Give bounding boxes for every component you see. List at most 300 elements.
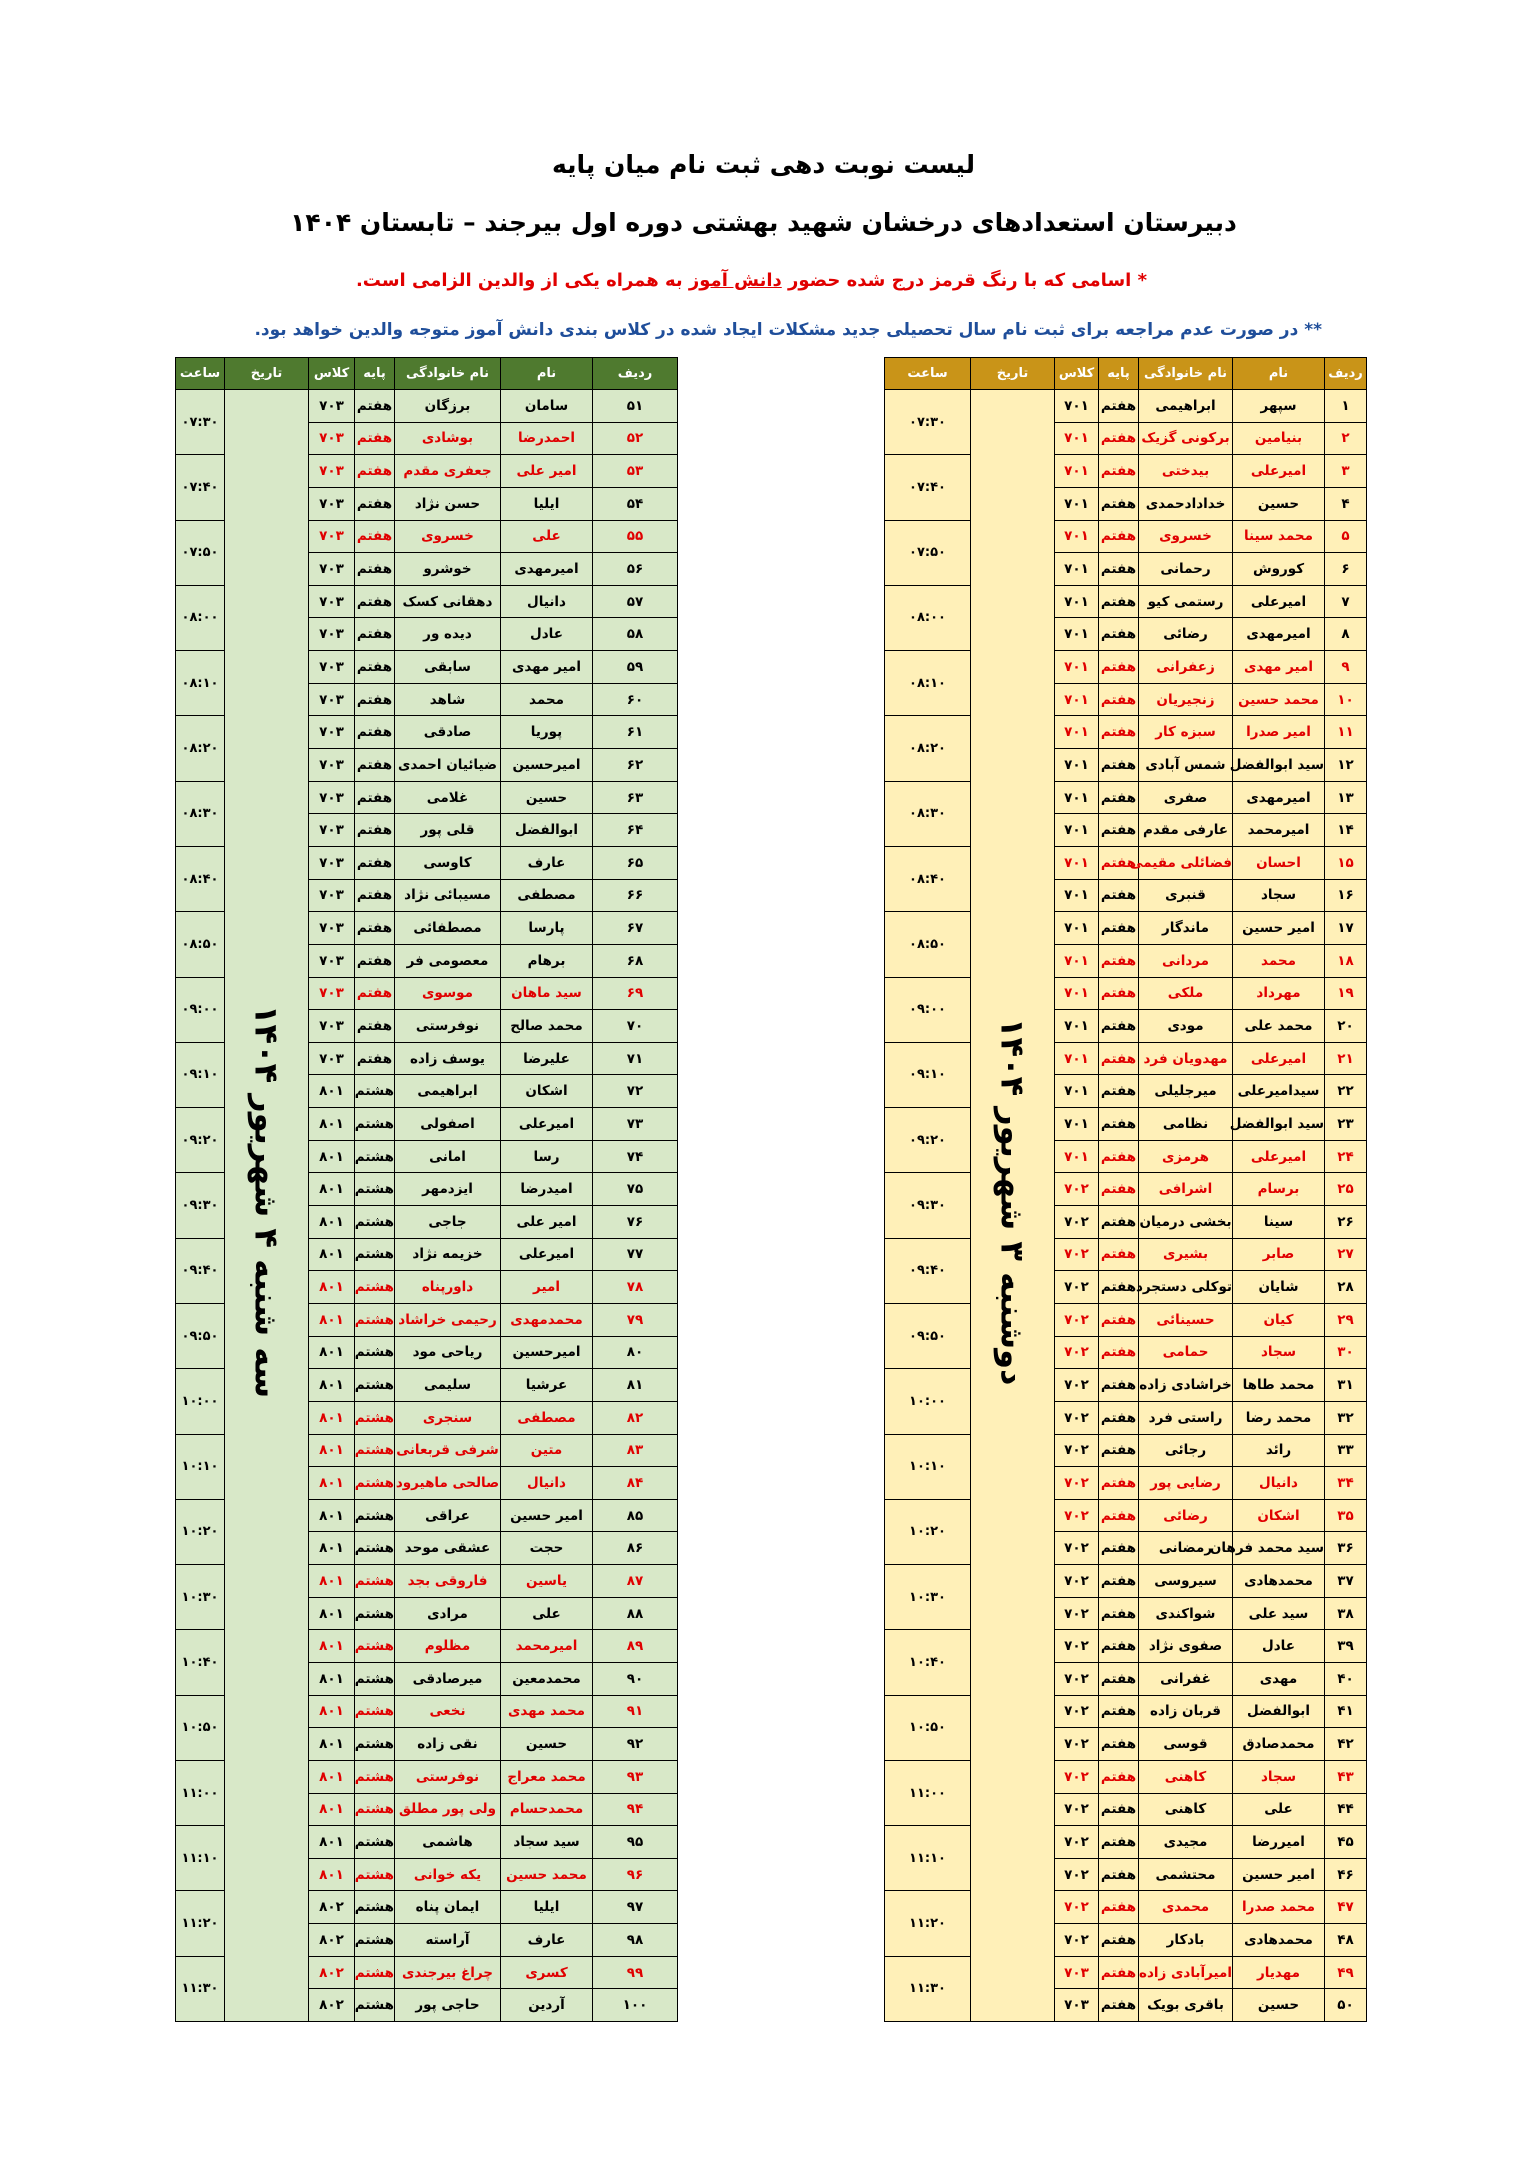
time-cell: ۰۸:۰۰: [176, 585, 225, 650]
class-cell: ۷۰۳: [309, 781, 355, 814]
row-number-cell: ۵: [1325, 520, 1367, 553]
first-name-cell: سیدامیرعلی: [1233, 1075, 1325, 1108]
class-cell: ۷۰۲: [1055, 1695, 1099, 1728]
time-cell: ۰۸:۵۰: [885, 912, 971, 977]
class-cell: ۷۰۱: [1055, 585, 1099, 618]
row-number-cell: ۹۱: [593, 1695, 678, 1728]
last-name-cell: قوسی: [1139, 1728, 1233, 1761]
class-cell: ۷۰۳: [309, 422, 355, 455]
first-name-cell: سید ابوالفضل: [1233, 1108, 1325, 1141]
grade-cell: هفتم: [1099, 944, 1139, 977]
class-cell: ۸۰۱: [309, 1108, 355, 1141]
time-cell: ۰۷:۵۰: [176, 520, 225, 585]
last-name-cell: ایمان پناه: [395, 1891, 501, 1924]
last-name-cell: رستمی کیو: [1139, 585, 1233, 618]
row-number-cell: ۵۵: [593, 520, 678, 553]
first-name-cell: اشکان: [1233, 1499, 1325, 1532]
row-number-cell: ۷: [1325, 585, 1367, 618]
last-name-cell: دیده ور: [395, 618, 501, 651]
last-name-cell: رحیمی خراشاد: [395, 1303, 501, 1336]
first-name-cell: امیر صدرا: [1233, 716, 1325, 749]
class-cell: ۷۰۲: [1055, 1565, 1099, 1598]
last-name-cell: صادقی: [395, 716, 501, 749]
grade-cell: هشتم: [355, 1826, 395, 1859]
last-name-cell: مجیدی: [1139, 1826, 1233, 1859]
row-number-cell: ۵۴: [593, 487, 678, 520]
first-name-cell: سید ماهان: [501, 977, 593, 1010]
time-cell: ۰۹:۴۰: [885, 1238, 971, 1303]
first-name-cell: مصطفی: [501, 879, 593, 912]
grade-cell: هفتم: [1099, 1042, 1139, 1075]
first-name-cell: سجاد: [1233, 1760, 1325, 1793]
class-cell: ۸۰۱: [309, 1597, 355, 1630]
grade-cell: هفتم: [1099, 1793, 1139, 1826]
time-cell: ۰۸:۴۰: [885, 846, 971, 911]
last-name-cell: رضائی: [1139, 618, 1233, 651]
last-name-cell: نوفرستی: [395, 1760, 501, 1793]
table-header-row: [176, 358, 678, 390]
time-cell: ۱۱:۱۰: [885, 1826, 971, 1891]
first-name-cell: امیر علی: [501, 1206, 593, 1239]
grade-cell: هشتم: [355, 1108, 395, 1141]
row-number-cell: ۵۲: [593, 422, 678, 455]
first-name-cell: صابر: [1233, 1238, 1325, 1271]
row-number-cell: ۸۴: [593, 1467, 678, 1500]
first-name-cell: کیان: [1233, 1303, 1325, 1336]
last-name-cell: فضائلی مقیمی: [1139, 846, 1233, 879]
first-name-cell: حسین: [501, 1728, 593, 1761]
row-number-cell: ۷۵: [593, 1173, 678, 1206]
first-name-cell: امیرعلی: [1233, 1140, 1325, 1173]
row-number-cell: ۱۸: [1325, 944, 1367, 977]
row-number-cell: ۴۵: [1325, 1826, 1367, 1859]
grade-cell: هشتم: [355, 1206, 395, 1239]
first-name-cell: عادل: [501, 618, 593, 651]
first-name-cell: سینا: [1233, 1206, 1325, 1239]
last-name-cell: ملکی: [1139, 977, 1233, 1010]
last-name-cell: ایزدمهر: [395, 1173, 501, 1206]
class-cell: ۸۰۱: [309, 1434, 355, 1467]
column-header: نام: [1233, 358, 1325, 390]
last-name-cell: کاهنی: [1139, 1760, 1233, 1793]
first-name-cell: محمد صدرا: [1233, 1891, 1325, 1924]
class-cell: ۸۰۲: [309, 1956, 355, 1989]
time-cell: ۱۰:۲۰: [885, 1499, 971, 1564]
table-row: [885, 651, 1367, 684]
class-cell: ۷۰۲: [1055, 1499, 1099, 1532]
grade-cell: هفتم: [355, 1010, 395, 1043]
time-cell: ۰۷:۳۰: [885, 390, 971, 455]
last-name-cell: خزیمه نژاد: [395, 1238, 501, 1271]
first-name-cell: امیرحسین: [501, 749, 593, 782]
grade-cell: هفتم: [355, 781, 395, 814]
first-name-cell: امیر حسین: [1233, 912, 1325, 945]
row-number-cell: ۳۷: [1325, 1565, 1367, 1598]
last-name-cell: بشیری: [1139, 1238, 1233, 1271]
table-row: [885, 1042, 1367, 1075]
row-number-cell: ۹۹: [593, 1956, 678, 1989]
row-number-cell: ۸۰: [593, 1336, 678, 1369]
first-name-cell: برهام: [501, 944, 593, 977]
class-cell: ۷۰۲: [1055, 1238, 1099, 1271]
first-name-cell: علی: [1233, 1793, 1325, 1826]
time-cell: ۱۰:۳۰: [885, 1565, 971, 1630]
last-name-cell: باقری بویک: [1139, 1989, 1233, 2022]
row-number-cell: ۵۳: [593, 455, 678, 488]
class-cell: ۷۰۱: [1055, 781, 1099, 814]
grade-cell: هفتم: [1099, 651, 1139, 684]
class-cell: ۷۰۱: [1055, 944, 1099, 977]
class-cell: ۷۰۳: [309, 716, 355, 749]
row-number-cell: ۴۸: [1325, 1924, 1367, 1957]
class-cell: ۷۰۱: [1055, 1108, 1099, 1141]
last-name-cell: هرمزی: [1139, 1140, 1233, 1173]
first-name-cell: شایان: [1233, 1271, 1325, 1304]
row-number-cell: ۴۶: [1325, 1858, 1367, 1891]
first-name-cell: امیرعلی: [1233, 1042, 1325, 1075]
class-cell: ۷۰۳: [309, 1010, 355, 1043]
first-name-cell: مهدی: [1233, 1662, 1325, 1695]
first-name-cell: عارف: [501, 1924, 593, 1957]
time-cell: ۰۸:۳۰: [885, 781, 971, 846]
last-name-cell: بوشادی: [395, 422, 501, 455]
table-row: [885, 977, 1367, 1010]
class-cell: ۷۰۲: [1055, 1891, 1099, 1924]
row-number-cell: ۵۷: [593, 585, 678, 618]
table-row: [885, 390, 1367, 423]
row-number-cell: ۳۶: [1325, 1532, 1367, 1565]
row-number-cell: ۴۷: [1325, 1891, 1367, 1924]
row-number-cell: ۸۹: [593, 1630, 678, 1663]
first-name-cell: کسری: [501, 1956, 593, 1989]
grade-cell: هفتم: [1099, 455, 1139, 488]
class-cell: ۷۰۱: [1055, 1042, 1099, 1075]
grade-cell: هشتم: [355, 1434, 395, 1467]
note-red-underlined: دانش آموز: [688, 270, 782, 291]
last-name-cell: مردانی: [1139, 944, 1233, 977]
last-name-cell: سابقی: [395, 651, 501, 684]
last-name-cell: نقی زاده: [395, 1728, 501, 1761]
grade-cell: هشتم: [355, 1760, 395, 1793]
grade-cell: هفتم: [1099, 781, 1139, 814]
first-name-cell: محمد علی: [1233, 1010, 1325, 1043]
last-name-cell: یکه خوانی: [395, 1858, 501, 1891]
grade-cell: هفتم: [1099, 1499, 1139, 1532]
first-name-cell: امیرمحمد: [501, 1630, 593, 1663]
class-cell: ۷۰۱: [1055, 618, 1099, 651]
first-name-cell: امیر حسین: [1233, 1858, 1325, 1891]
column-header: تاریخ: [225, 358, 309, 390]
time-cell: ۰۹:۳۰: [176, 1173, 225, 1238]
grade-cell: هفتم: [1099, 1630, 1139, 1663]
first-name-cell: عرشیا: [501, 1369, 593, 1402]
row-number-cell: ۶۹: [593, 977, 678, 1010]
column-header: کلاس: [309, 358, 355, 390]
grade-cell: هفتم: [1099, 1467, 1139, 1500]
grade-cell: هفتم: [1099, 1108, 1139, 1141]
last-name-cell: حمامی: [1139, 1336, 1233, 1369]
first-name-cell: دانیال: [1233, 1467, 1325, 1500]
class-cell: ۷۰۲: [1055, 1597, 1099, 1630]
row-number-cell: ۳: [1325, 455, 1367, 488]
class-cell: ۷۰۳: [309, 390, 355, 423]
last-name-cell: قلی پور: [395, 814, 501, 847]
time-cell: ۰۹:۰۰: [885, 977, 971, 1042]
first-name-cell: امیرعلی: [501, 1238, 593, 1271]
first-name-cell: متین: [501, 1434, 593, 1467]
last-name-cell: بخشی درمیان: [1139, 1206, 1233, 1239]
class-cell: ۸۰۱: [309, 1238, 355, 1271]
row-number-cell: ۶۶: [593, 879, 678, 912]
first-name-cell: احسان: [1233, 846, 1325, 879]
table-row: [885, 1695, 1367, 1728]
grade-cell: هفتم: [1099, 1695, 1139, 1728]
class-cell: ۸۰۱: [309, 1662, 355, 1695]
time-cell: ۰۷:۴۰: [176, 455, 225, 520]
last-name-cell: اصفولی: [395, 1108, 501, 1141]
first-name-cell: محمدحسام: [501, 1793, 593, 1826]
last-name-cell: برزگان: [395, 390, 501, 423]
row-number-cell: ۲۶: [1325, 1206, 1367, 1239]
first-name-cell: امیرعلی: [1233, 585, 1325, 618]
row-number-cell: ۷۱: [593, 1042, 678, 1075]
grade-cell: هفتم: [355, 749, 395, 782]
row-number-cell: ۴۳: [1325, 1760, 1367, 1793]
class-cell: ۸۰۱: [309, 1369, 355, 1402]
last-name-cell: هاشمی: [395, 1826, 501, 1859]
last-name-cell: شرفی قربعانی: [395, 1434, 501, 1467]
first-name-cell: محمد رضا: [1233, 1401, 1325, 1434]
grade-cell: هفتم: [355, 977, 395, 1010]
table-row: [885, 912, 1367, 945]
grade-cell: هفتم: [1099, 912, 1139, 945]
grade-cell: هفتم: [1099, 1271, 1139, 1304]
first-name-cell: امیرمحمد: [1233, 814, 1325, 847]
first-name-cell: عارف: [501, 846, 593, 879]
row-number-cell: ۷۰: [593, 1010, 678, 1043]
class-cell: ۷۰۳: [309, 944, 355, 977]
class-cell: ۷۰۳: [309, 455, 355, 488]
table-row: [885, 1173, 1367, 1206]
last-name-cell: امانی: [395, 1140, 501, 1173]
last-name-cell: سیروسی: [1139, 1565, 1233, 1598]
grade-cell: هفتم: [355, 944, 395, 977]
grade-cell: هفتم: [355, 683, 395, 716]
class-cell: ۷۰۲: [1055, 1173, 1099, 1206]
time-cell: ۰۸:۳۰: [176, 781, 225, 846]
row-number-cell: ۱۴: [1325, 814, 1367, 847]
grade-cell: هفتم: [355, 814, 395, 847]
page-title: لیست نوبت دهی ثبت نام میان پایه: [552, 150, 975, 179]
date-cell: [971, 390, 1055, 2022]
class-cell: ۸۰۲: [309, 1924, 355, 1957]
row-number-cell: ۸۶: [593, 1532, 678, 1565]
grade-cell: هشتم: [355, 1303, 395, 1336]
last-name-cell: خوشرو: [395, 553, 501, 586]
row-number-cell: ۵۶: [593, 553, 678, 586]
class-cell: ۸۰۱: [309, 1499, 355, 1532]
class-cell: ۷۰۲: [1055, 1662, 1099, 1695]
last-name-cell: رحمانی: [1139, 553, 1233, 586]
time-cell: ۱۰:۰۰: [176, 1369, 225, 1434]
first-name-cell: محمدمهدی: [501, 1303, 593, 1336]
grade-cell: هفتم: [1099, 1173, 1139, 1206]
table-row: [885, 520, 1367, 553]
last-name-cell: صفری: [1139, 781, 1233, 814]
class-cell: ۷۰۱: [1055, 553, 1099, 586]
last-name-cell: سلیمی: [395, 1369, 501, 1402]
grade-cell: هفتم: [1099, 1858, 1139, 1891]
class-cell: ۷۰۱: [1055, 683, 1099, 716]
first-name-cell: یاسین: [501, 1565, 593, 1598]
first-name-cell: امیر مهدی: [501, 651, 593, 684]
table-row: [885, 1760, 1367, 1793]
class-cell: ۸۰۱: [309, 1760, 355, 1793]
row-number-cell: ۳۰: [1325, 1336, 1367, 1369]
time-cell: ۰۹:۲۰: [176, 1108, 225, 1173]
class-cell: ۷۰۲: [1055, 1434, 1099, 1467]
time-cell: ۱۱:۰۰: [885, 1760, 971, 1825]
note-red: [356, 270, 1147, 291]
class-cell: ۷۰۳: [309, 553, 355, 586]
last-name-cell: آراسته: [395, 1924, 501, 1957]
column-header: نام خانوادگی: [1139, 358, 1233, 390]
grade-cell: هشتم: [355, 1369, 395, 1402]
first-name-cell: امیرمهدی: [1233, 781, 1325, 814]
row-number-cell: ۹۰: [593, 1662, 678, 1695]
schedule-table-tuesday: [175, 357, 678, 2022]
grade-cell: هفتم: [1099, 977, 1139, 1010]
row-number-cell: ۷۴: [593, 1140, 678, 1173]
grade-cell: هفتم: [1099, 1336, 1139, 1369]
class-cell: ۷۰۲: [1055, 1924, 1099, 1957]
last-name-cell: ولی پور مطلق: [395, 1793, 501, 1826]
grade-cell: هشتم: [355, 1336, 395, 1369]
time-cell: ۱۱:۲۰: [176, 1891, 225, 1956]
last-name-cell: یوسف زاده: [395, 1042, 501, 1075]
row-number-cell: ۲۱: [1325, 1042, 1367, 1075]
grade-cell: هفتم: [355, 553, 395, 586]
table-row: [885, 455, 1367, 488]
row-number-cell: ۷۸: [593, 1271, 678, 1304]
row-number-cell: ۹۶: [593, 1858, 678, 1891]
class-cell: ۷۰۳: [1055, 1989, 1099, 2022]
last-name-cell: برکونی گزیک: [1139, 422, 1233, 455]
last-name-cell: ضیائیان احمدی: [395, 749, 501, 782]
class-cell: ۷۰۲: [1055, 1793, 1099, 1826]
class-cell: ۷۰۱: [1055, 814, 1099, 847]
last-name-cell: مودی: [1139, 1010, 1233, 1043]
row-number-cell: ۶۱: [593, 716, 678, 749]
first-name-cell: امیر حسین: [501, 1499, 593, 1532]
grade-cell: هفتم: [1099, 1369, 1139, 1402]
row-number-cell: ۷۳: [593, 1108, 678, 1141]
class-cell: ۷۰۲: [1055, 1206, 1099, 1239]
class-cell: ۷۰۲: [1055, 1858, 1099, 1891]
time-cell: ۱۰:۱۰: [885, 1434, 971, 1499]
last-name-cell: جاجی: [395, 1206, 501, 1239]
first-name-cell: سید سجاد: [501, 1826, 593, 1859]
first-name-cell: سجاد: [1233, 1336, 1325, 1369]
grade-cell: هشتم: [355, 1891, 395, 1924]
grade-cell: هشتم: [355, 1238, 395, 1271]
grade-cell: هفتم: [1099, 1597, 1139, 1630]
grade-cell: هفتم: [1099, 1989, 1139, 2022]
class-cell: ۷۰۱: [1055, 977, 1099, 1010]
row-number-cell: ۸۳: [593, 1434, 678, 1467]
class-cell: ۷۰۳: [309, 749, 355, 782]
table-row: [885, 1891, 1367, 1924]
class-cell: ۸۰۱: [309, 1075, 355, 1108]
first-name-cell: عادل: [1233, 1630, 1325, 1663]
row-number-cell: ۲۲: [1325, 1075, 1367, 1108]
time-cell: ۱۱:۰۰: [176, 1760, 225, 1825]
last-name-cell: محمدی: [1139, 1891, 1233, 1924]
row-number-cell: ۲۵: [1325, 1173, 1367, 1206]
first-name-cell: محمد حسین: [1233, 683, 1325, 716]
class-cell: ۸۰۱: [309, 1303, 355, 1336]
time-cell: ۰۷:۴۰: [885, 455, 971, 520]
class-cell: ۸۰۱: [309, 1140, 355, 1173]
class-cell: ۸۰۱: [309, 1206, 355, 1239]
first-name-cell: سجاد: [1233, 879, 1325, 912]
grade-cell: هفتم: [1099, 1956, 1139, 1989]
time-cell: ۰۹:۱۰: [885, 1042, 971, 1107]
first-name-cell: کوروش: [1233, 553, 1325, 586]
row-number-cell: ۵۰: [1325, 1989, 1367, 2022]
first-name-cell: امیرمهدی: [501, 553, 593, 586]
last-name-cell: معصومی فر: [395, 944, 501, 977]
table-row: [176, 390, 678, 423]
class-cell: ۷۰۱: [1055, 846, 1099, 879]
first-name-cell: امیدرضا: [501, 1173, 593, 1206]
last-name-cell: چراغ بیرجندی: [395, 1956, 501, 1989]
column-header: نام خانوادگی: [395, 358, 501, 390]
class-cell: ۸۰۱: [309, 1630, 355, 1663]
class-cell: ۷۰۲: [1055, 1728, 1099, 1761]
grade-cell: هفتم: [1099, 618, 1139, 651]
row-number-cell: ۴۴: [1325, 1793, 1367, 1826]
class-cell: ۸۰۱: [309, 1858, 355, 1891]
class-cell: ۷۰۲: [1055, 1467, 1099, 1500]
row-number-cell: ۹۴: [593, 1793, 678, 1826]
note-red-part-b: به همراه یکی از والدین الزامی است.: [355, 270, 683, 291]
time-cell: ۰۸:۱۰: [176, 651, 225, 716]
class-cell: ۷۰۳: [309, 651, 355, 684]
row-number-cell: ۴۱: [1325, 1695, 1367, 1728]
grade-cell: هفتم: [1099, 846, 1139, 879]
row-number-cell: ۸۱: [593, 1369, 678, 1402]
row-number-cell: ۷۶: [593, 1206, 678, 1239]
first-name-cell: حجت: [501, 1532, 593, 1565]
time-cell: ۰۹:۴۰: [176, 1238, 225, 1303]
grade-cell: هفتم: [1099, 1434, 1139, 1467]
first-name-cell: محمد حسین: [501, 1858, 593, 1891]
note-red-part-a: * اسامی که با رنگ قرمز درج شده حضور: [788, 270, 1147, 291]
first-name-cell: دانیال: [501, 1467, 593, 1500]
row-number-cell: ۳۹: [1325, 1630, 1367, 1663]
first-name-cell: امیرمهدی: [1233, 618, 1325, 651]
class-cell: ۷۰۳: [309, 1042, 355, 1075]
first-name-cell: محمد: [1233, 944, 1325, 977]
first-name-cell: سپهر: [1233, 390, 1325, 423]
first-name-cell: محمد صالح: [501, 1010, 593, 1043]
table-row: [885, 846, 1367, 879]
grade-cell: هفتم: [1099, 1238, 1139, 1271]
row-number-cell: ۲۴: [1325, 1140, 1367, 1173]
first-name-cell: رسا: [501, 1140, 593, 1173]
class-cell: ۷۰۱: [1055, 749, 1099, 782]
